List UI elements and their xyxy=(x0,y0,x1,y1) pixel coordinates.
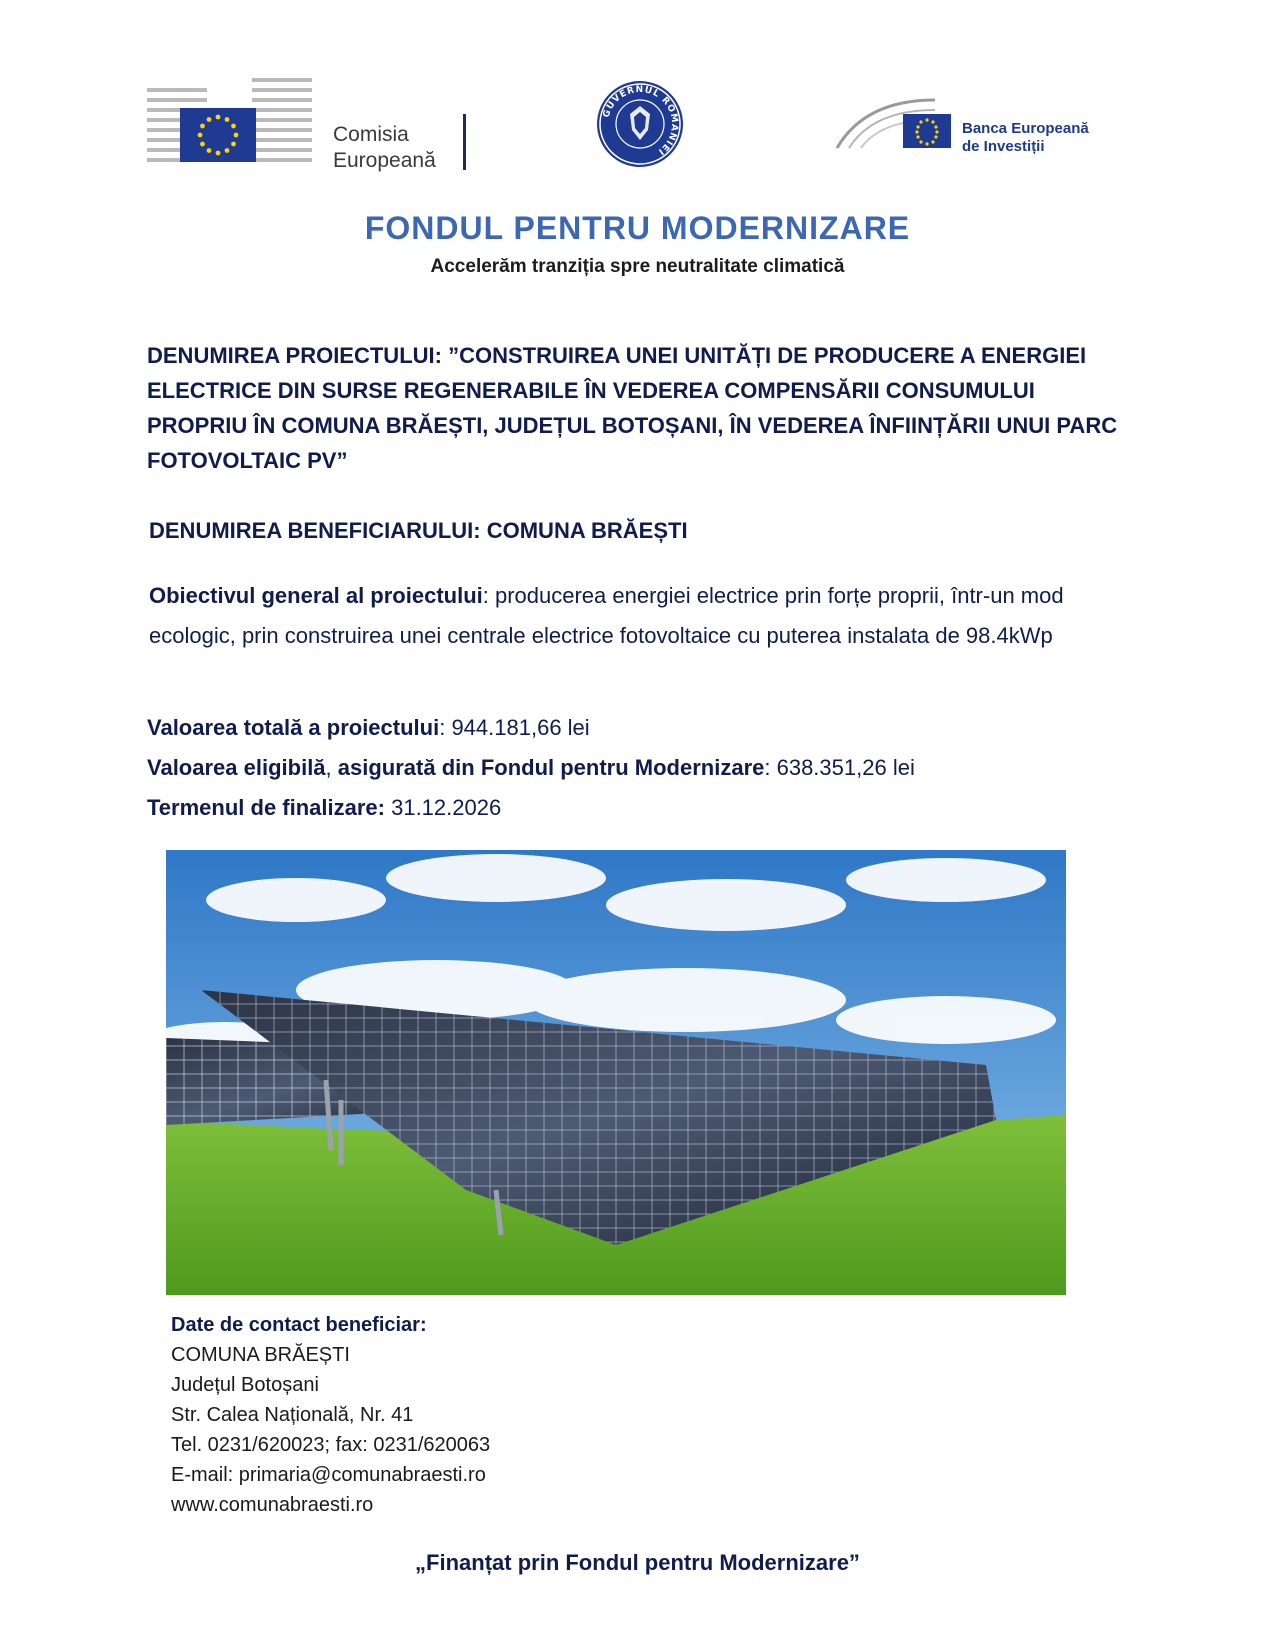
contact-address: Str. Calea Națională, Nr. 41 xyxy=(171,1404,414,1426)
funding-footer: „Finanțat prin Fondul pentru Modernizare” xyxy=(415,1550,860,1575)
beneficiary-name: DENUMIREA BENEFICIARULUI: COMUNA BRĂEȘTI xyxy=(149,518,688,543)
ec-logo-divider xyxy=(463,114,466,170)
contact-phone: Tel. 0231/620023; fax: 0231/620063 xyxy=(171,1434,491,1456)
objective-text: : producerea energiei electrice prin forțe proprii, într-un mod ecologic, prin construirea unei centrale electrice fotovoltaice cu puterea instalata de 98.4kWp xyxy=(149,583,1064,648)
fund-subtitle: Accelerăm tranziția spre neutralitate climatică xyxy=(430,256,845,277)
eib-logo-line1: Banca Europeană xyxy=(962,120,1089,137)
project-name: DENUMIREA PROIECTULUI: ”CONSTRUIREA UNEI UNITĂȚI DE PRODUCERE A ENERGIEI ELECTRICE DIN SURSE REGENERABILE ÎN VEDEREA COMPENSĂRII CONSUMULUI PROPRIU ÎN COMUNA BRĂEȘTI, JUDEȚUL BOTOȘANI, ÎN VEDEREA ÎNFIINȚĂRII UNUI PARC FOTOVOLTAIC PV” xyxy=(147,343,1118,473)
eligible-label-b: asigurată din Fondul pentru Modernizare xyxy=(337,755,765,780)
eib-logo-line2: de Investiții xyxy=(962,138,1045,155)
eligible-separator: , xyxy=(325,755,338,780)
contact-block xyxy=(171,1310,490,1520)
total-value: : 944.181,66 lei xyxy=(439,715,590,740)
ec-logo-line1: Comisia xyxy=(333,123,409,146)
contact-name: COMUNA BRĂEȘTI xyxy=(171,1344,350,1366)
eligible-label-a: Valoarea eligibilă xyxy=(147,755,326,780)
ec-logo-label xyxy=(333,122,436,174)
objective-label: Obiectivul general al proiectului xyxy=(149,583,483,608)
total-value-line xyxy=(147,715,590,741)
ec-logo-line2: Europeană xyxy=(333,149,436,172)
deadline-label: Termenul de finalizare: xyxy=(147,795,385,820)
eib-logo-label xyxy=(962,120,1089,156)
deadline-line xyxy=(147,795,501,821)
contact-email[interactable]: E-mail: primaria@comunabraesti.ro xyxy=(171,1464,486,1486)
svg-text:GUVERNUL ROMÂNIEI: GUVERNUL ROMÂNIEI xyxy=(601,84,680,157)
solar-park-photo xyxy=(166,850,1066,1295)
contact-county: Județul Botoșani xyxy=(171,1374,319,1396)
fund-title: FONDUL PENTRU MODERNIZARE xyxy=(364,210,911,246)
eligible-value: : 638.351,26 lei xyxy=(764,755,915,780)
contact-website[interactable]: www.comunabraesti.ro xyxy=(171,1494,374,1516)
contact-title: Date de contact beneficiar: xyxy=(171,1314,427,1336)
eligible-value-line xyxy=(147,755,915,781)
deadline-value: 31.12.2026 xyxy=(384,795,502,820)
romanian-government-seal xyxy=(596,80,684,168)
project-objective xyxy=(149,576,1129,656)
total-value-label: Valoarea totală a proiectului xyxy=(147,715,440,740)
